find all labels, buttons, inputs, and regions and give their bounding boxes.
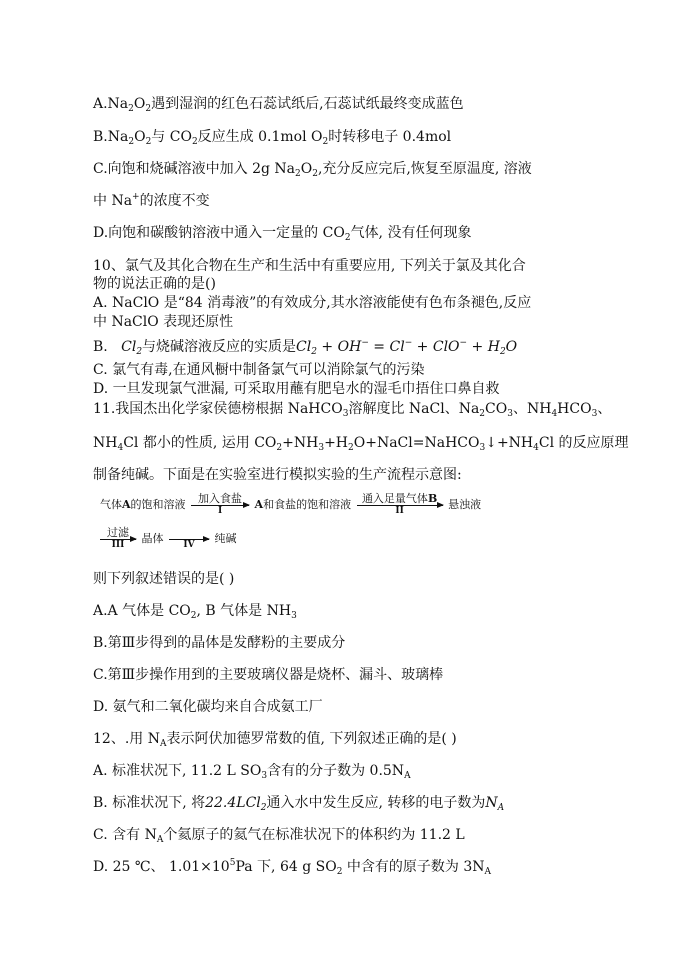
flow-row-1: 气体A的饱和溶液 加入食盐 I A和食盐的饱和溶液 通入足量气体B II 悬浊液	[100, 492, 482, 516]
option-d-prev: D.向饱和碳酸钠溶液中通入一定量的 $CO_2$气体, 没有任何现象	[93, 225, 472, 243]
flow-row-2: 过滤 III 晶体 IV 纯碱	[100, 527, 237, 551]
q10-option-a-cont: 中 NaClO 表现还原性	[93, 314, 234, 330]
q11-option-c: C.第Ⅲ步操作用到的主要玻璃仪器是烧杯、漏斗、玻璃棒	[93, 667, 444, 683]
q10-stem: 10、氯气及其化合物在生产和生活中有重要应用, 下列关于氯及其化合	[93, 258, 526, 274]
q10-option-c: C. 氯气有毒,在通风橱中制备氯气可以消除氯气的污染	[93, 362, 425, 378]
option-b-prev: $B.Na_2O_2$与 $CO_2$反应生成 0.1mol $O_2$时转移电子 0.4mol	[93, 129, 452, 147]
q10-option-b: B. $Cl_2$与烧碱溶液反应的实质是$Cl_2 + OH^- = Cl^- + ClO^- + H_2O$	[93, 338, 518, 357]
q12-stem: 12、.用 $N_A$表示阿伏加德罗常数的值, 下列叙述正确的是( )	[93, 731, 457, 749]
flow-arrow-3: 过滤 III	[100, 527, 136, 551]
q11-stem: 11.我国杰出化学家侯德榜根据 NaHCO$_3$溶解度比 NaCl、$Na_2CO_3$、$NH_4HCO_3$、	[93, 401, 612, 419]
flow-arrow-4: IV	[169, 527, 209, 551]
q10-option-a: A. NaClO 是“84 消毒液”的有效成分,其水溶液能使有色布条褪色,反应	[93, 295, 532, 311]
flow-arrow-1: 加入食盐 I	[191, 493, 249, 517]
option-c-prev: C.向饱和烧碱溶液中加入 2g $Na_2O_2$,充分反应完后,恢复至原温度, 溶液	[93, 161, 532, 179]
option-a-prev: $A.Na_2O_2$遇到湿润的红色石蕊试纸后,石蕊试纸最终变成蓝色	[93, 96, 464, 114]
q12-option-a: A. 标准状况下, 11.2 L $SO_3$含有的分子数为 $0.5N_A$	[93, 763, 411, 781]
q11-stem-cont2: 制备纯碱。下面是在实验室进行模拟实验的生产流程示意图:	[93, 467, 462, 483]
option-c-prev-cont: 中 Na+的浓度不变	[93, 192, 210, 209]
q11-option-a: A.A 气体是 $CO_2$, B 气体是 $NH_3$	[93, 603, 297, 621]
q12-option-d: D. 25 ℃、 $1.01\times 10^5Pa$ 下, 64 g $SO_2$ 中含有的原子数为 $3N_A$	[93, 858, 491, 877]
q11-option-b: B.第Ⅲ步得到的晶体是发酵粉的主要成分	[93, 635, 346, 651]
q11-ask: 则下列叙述错误的是( )	[93, 571, 235, 587]
q12-option-c: C. 含有 $N_A$个氦原子的氦气在标准状况下的体积约为 11.2 L	[93, 827, 465, 845]
q10-stem-cont: 物的说法正确的是()	[93, 276, 216, 292]
q10-option-d: D. 一旦发现氯气泄漏, 可采取用蘸有肥皂水的湿毛巾捂住口鼻自救	[93, 381, 500, 397]
flow-arrow-2: 通入足量气体B II	[357, 493, 443, 517]
q11-option-d: D. 氨气和二氧化碳均来自合成氨工厂	[93, 699, 323, 715]
q12-option-b: B. 标准状况下, 将22.4LCl$_2$通入水中发生反应, 转移的电子数为$N_A$	[93, 795, 505, 813]
q11-stem-cont: $NH_4Cl$ 都小的性质, 运用 $CO_2+NH_3+H_2O+NaCl=NaHCO_3↓+NH_4Cl$ 的反应原理	[93, 435, 629, 453]
